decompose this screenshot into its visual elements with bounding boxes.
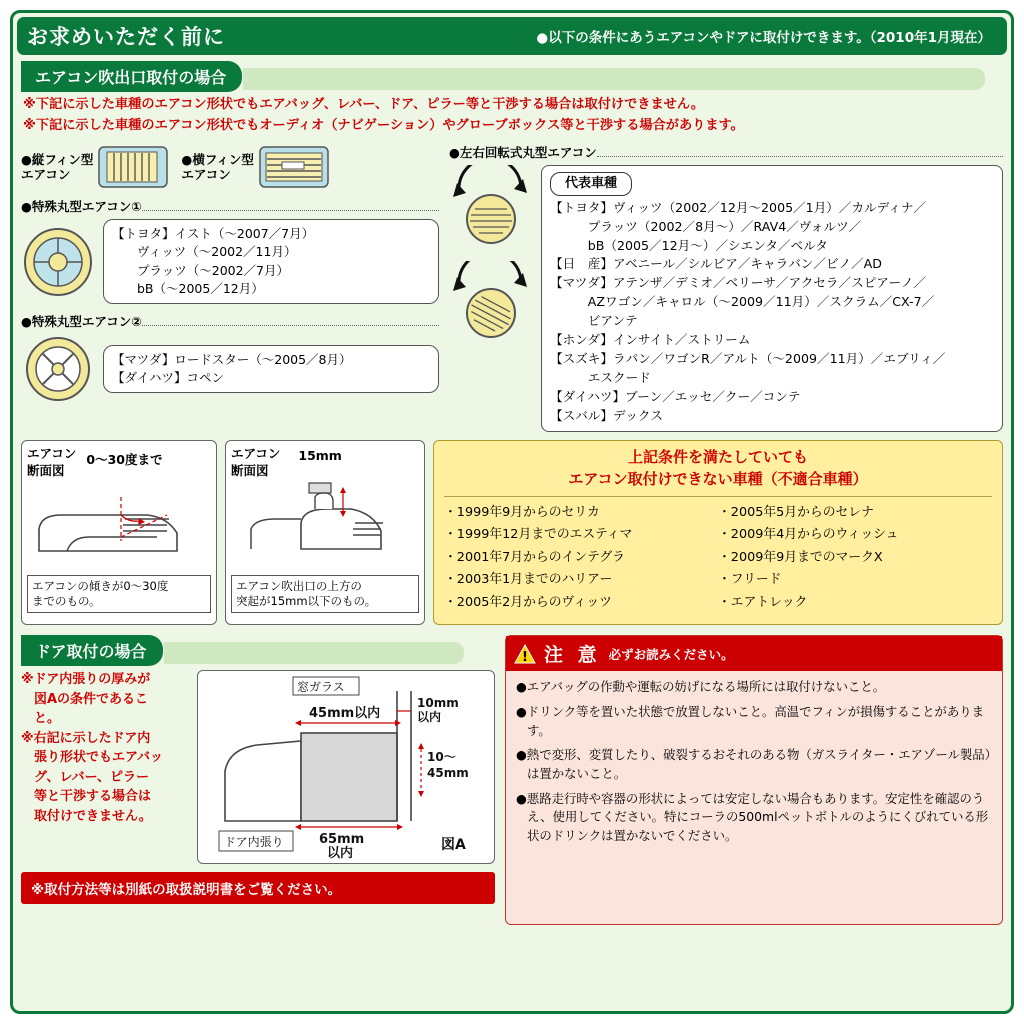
- horizontal-fin-icon: [258, 143, 330, 191]
- door-diagram: [197, 670, 495, 864]
- ac-section-diagram-1: [21, 440, 217, 625]
- ac-section: [21, 61, 1003, 925]
- diagram1-caption: エアコンの傾きが0～30度 までのもの。: [27, 575, 211, 613]
- rep-line-7: ビアンテ: [550, 313, 638, 329]
- rep-tag: 代表車種: [550, 172, 632, 196]
- svg-text:10～: 10～: [427, 750, 456, 765]
- rotary-row: [449, 165, 1003, 432]
- fin-horizontal-label: ●横フィン型 エアコン: [181, 151, 254, 183]
- rotary-title-row: [449, 143, 1003, 161]
- header-bar: [17, 17, 1007, 55]
- dot-line-3: [597, 156, 1003, 157]
- rotary-ac-icon: [449, 165, 535, 263]
- rep-tag-wrap: [550, 172, 994, 199]
- representative-vehicles-box: [541, 165, 1003, 432]
- door-notes: ※ドア内張りの厚みが 図Aの条件であるこ と。 ※右記に示したドア内 張り形状でもエアバッ グ、レバー、ピラー 等と干渉する場合は 取付けできません。: [21, 672, 163, 824]
- ac-warning-1: ※下記に示した車種のエアコン形状でもエアバッグ、レバー、ドア、ピラー等と干渉する場合は取付けできません。: [23, 97, 705, 112]
- rep-line-10: エスクード: [550, 369, 651, 385]
- vertical-fin-icon: [97, 143, 169, 191]
- svg-text:窓ガラス: 窓ガラス: [297, 680, 345, 695]
- door-content-row: [21, 670, 495, 864]
- rep-line-5: 【マツダ】アテンザ／デミオ／ベリーサ／アクセラ／スピアーノ／: [550, 275, 927, 291]
- rep-line-11: 【ダイハツ】ブーン／エッセ／クー／コンテ: [550, 388, 801, 404]
- svg-text:ドア内張り: ドア内張り: [224, 835, 284, 850]
- caution-subtitle: 必ずお読みください。: [608, 646, 734, 662]
- left-column: [21, 143, 439, 432]
- door-and-caution-row: [21, 635, 1003, 925]
- special1-title-row: [21, 197, 439, 215]
- svg-text:図A: 図A: [441, 837, 466, 854]
- ac-section-diagram-2: [225, 440, 425, 625]
- special1-row: [21, 219, 439, 304]
- special1-vehicle-box: [103, 219, 439, 304]
- svg-text:45mm: 45mm: [427, 766, 469, 781]
- caution-header: [506, 636, 1002, 671]
- special1-line-1: 【トヨタ】イスト（～2007／7月）: [112, 226, 315, 242]
- rotary-icons: [449, 165, 535, 432]
- special1-line-2: ヴィッツ（～2002／11月）: [112, 244, 297, 260]
- diagram2-figure: [231, 479, 421, 571]
- rotary-ac-icon-2: [449, 261, 535, 347]
- incompatible-left-list: [444, 502, 718, 614]
- door-section: [21, 635, 495, 925]
- leaflet-sheet: [10, 10, 1014, 1014]
- list-item: ・2009年9月までのマークX: [718, 549, 883, 565]
- fin-vertical: [21, 143, 169, 191]
- special1-line-4: bB（～2005／12月）: [112, 280, 264, 296]
- rep-line-1: 【トヨタ】ヴィッツ（2002／12月～2005／1月）／カルディナ／: [550, 199, 927, 215]
- svg-text:45mm以内: 45mm以内: [309, 706, 381, 722]
- svg-text:65mm: 65mm: [319, 832, 365, 848]
- page-title: お求めいただく前に: [27, 25, 225, 49]
- incompatible-vehicles-box: [433, 440, 1003, 625]
- fin-pair: [21, 143, 439, 191]
- diagram2-caption: エアコン吹出口の上方の 突起が15mm以下のもの。: [231, 575, 419, 613]
- caution-title: 注 意: [544, 644, 601, 667]
- ac-warning-2: ※下記に示した車種のエアコン形状でもオーディオ（ナビゲーション）やグローブボックス等と干渉する場合があります。: [23, 118, 744, 134]
- caution-item: ●悪路走行時や容器の形状によっては安定しない場合もあります。安定性を確認のうえ、使用してください。特にコーラの500mlペットボトルのようにくびれている形状のドリンクは置かないでください。: [516, 790, 989, 843]
- header-note: ●以下の条件にあうエアコンやドアに取付けできます。（2010年1月現在）: [536, 30, 991, 46]
- footer-note: ※取付方法等は別紙の取扱説明書をご覧ください。: [21, 872, 495, 904]
- round-ac-type2-icon: [21, 334, 95, 404]
- rep-line-4: 【日 産】アベニール／シルビア／キャラバン／ビノ／AD: [550, 256, 882, 272]
- round-ac-type1-icon: [21, 225, 95, 299]
- list-item: ・2005年5月からのセレナ: [718, 504, 874, 520]
- ac-section-title: エアコン吹出口取付の場合: [21, 61, 242, 92]
- caution-body: [506, 671, 1002, 858]
- incompatible-right-list: [718, 502, 992, 614]
- fin-horizontal: [181, 143, 329, 191]
- list-item: ・1999年9月からのセリカ: [444, 504, 600, 520]
- svg-text:以内: 以内: [327, 846, 354, 862]
- svg-text:10mm: 10mm: [417, 696, 459, 711]
- list-item: ・エアトレック: [718, 594, 808, 610]
- caution-box: [505, 635, 1003, 925]
- rep-line-9: 【スズキ】ラパン／ワゴンR／アルト（～2009／11月）／エブリィ／: [550, 350, 946, 366]
- svg-text:!: !: [522, 649, 528, 664]
- list-item: ・2009年4月からのウィッシュ: [718, 527, 899, 543]
- diagram1-figure: [27, 481, 213, 571]
- list-item: ・2003年1月までのハリアー: [444, 572, 613, 588]
- door-section-title: ドア取付の場合: [21, 635, 163, 666]
- special1-line-3: プラッツ（～2002／7月）: [112, 262, 290, 278]
- rep-line-2: プラッツ（2002／8月～）／RAV4／ヴォルツ／: [550, 218, 862, 234]
- diagram1-angle: 0～30度まで: [86, 452, 163, 468]
- rep-line-8: 【ホンダ】インサイト／ストリーム: [550, 332, 751, 348]
- door-section-title-wrap: [21, 635, 495, 666]
- rotary-column: [449, 143, 1003, 432]
- diagram2-dimension: 15mm: [298, 448, 342, 464]
- fin-vertical-label: ●縦フィン型 エアコン: [21, 151, 94, 183]
- rep-line-3: bB（2005／12月～）／シエンタ／ベルタ: [550, 237, 828, 253]
- special2-title: ●特殊丸型エアコン②: [21, 313, 142, 329]
- door-section-title-tail: [164, 642, 464, 664]
- special2-row: [21, 334, 439, 404]
- dot-line-2: [142, 325, 439, 326]
- incompatible-lists: [444, 502, 992, 614]
- special2-line-1: 【マツダ】ロードスター（～2005／8月）: [112, 351, 352, 367]
- rotary-title: ●左右回転式丸型エアコン: [449, 145, 597, 161]
- ac-section-title-wrap: [21, 61, 1003, 92]
- warning-triangle-icon: [514, 644, 536, 664]
- list-item: ・2005年2月からのヴィッツ: [444, 594, 612, 610]
- special2-vehicle-box: [103, 345, 439, 393]
- rep-line-12: 【スバル】デックス: [550, 407, 663, 423]
- svg-text:以内: 以内: [417, 710, 442, 725]
- special2-line-2: 【ダイハツ】コペン: [112, 369, 225, 385]
- caution-item: ●ドリンク等を置いた状態で放置しないこと。高温でフィンが損傷することがあります。: [516, 704, 985, 738]
- dot-line-1: [142, 210, 439, 211]
- caution-item: ●エアバッグの作動や運転の妨げになる場所には取付けないこと。: [516, 679, 886, 695]
- caution-item: ●熱で変形、変質したり、破裂するおそれのある物（ガスライター・エアゾール製品）は置かないこと。: [516, 747, 991, 781]
- incompatible-title: 上記条件を満たしていても エアコン取付けできない車種（不適合車種）: [568, 448, 868, 489]
- diagram2-title: エアコン 断面図: [231, 446, 281, 478]
- list-item: ・1999年12月までのエスティマ: [444, 527, 633, 543]
- ac-section-title-tail: [243, 68, 985, 90]
- door-figure: [198, 671, 494, 863]
- rep-line-6: AZワゴン／キャロル（～2009／11月）／スクラム／CX-7／: [550, 294, 935, 310]
- list-item: ・フリード: [718, 572, 782, 588]
- list-item: ・2001年7月からのインテグラ: [444, 549, 625, 565]
- fin-types-row: [21, 143, 1003, 432]
- special2-title-row: [21, 312, 439, 330]
- diagram1-title: エアコン 断面図: [27, 446, 77, 478]
- diagram-row: [21, 440, 1003, 625]
- special1-title: ●特殊丸型エアコン①: [21, 199, 142, 215]
